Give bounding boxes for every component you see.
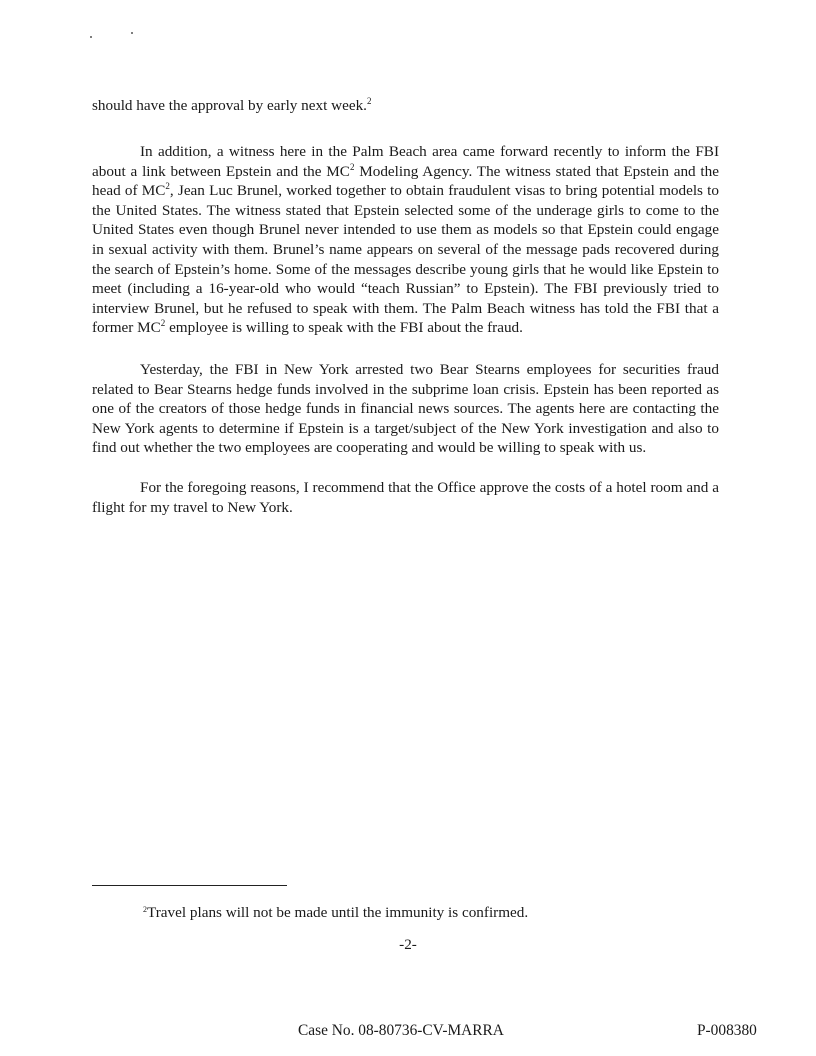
continuation-paragraph — [92, 96, 719, 116]
scan-speck — [131, 32, 133, 34]
footnote-text: Travel plans will not be made until the immunity is confirmed. — [147, 904, 529, 921]
page-number: -2- — [399, 936, 417, 953]
bates-number: P-008380 — [697, 1022, 757, 1039]
footnote-reference: 2 — [366, 96, 372, 106]
footnote-divider — [92, 885, 287, 886]
witness-text-part: Modeling Agency. The witness stated that Epstein and the head of MC — [92, 162, 719, 200]
witness-paragraph — [92, 142, 719, 338]
witness-text-part: employee is willing to speak with the FBI about the fraud. — [165, 319, 523, 337]
footnote-marker: 2 — [143, 905, 147, 914]
recommendation-paragraph: For the foregoing reasons, I recommend that the Office approve the costs of a hotel room and a flight for my travel to New York. — [92, 479, 719, 516]
bear-stearns-paragraph: Yesterday, the FBI in New York arrested two Bear Stearns employees for securities fraud related to Bear Stearns hedge funds involved in the subprime loan crisis. Epstein has been reported as one of the creators of those hedge funds in financial news sources. The agents here are contacting the New York agents to determine if Epstein is a target/subject of the New York investigation and also to find out whether the two employees are cooperating and would be willing to speak with us. — [92, 361, 719, 457]
continuation-text: should have the approval by early next week. — [92, 97, 367, 114]
superscript: 2 — [349, 161, 355, 172]
superscript: 2 — [165, 181, 170, 192]
scan-speck — [90, 36, 92, 38]
superscript: 2 — [160, 318, 166, 329]
witness-text-part: , Jean Luc Brunel, worked together to obtain fraudulent visas to bring potential models to the United States. The witness stated that Epstein selected some of the underage girls to come to the United States even though Brunel never intended to use them as models so that Epstein could engage in sexual activity with them. Brunel’s name appears on several of the message pads recovered during the search of Epstein’s home. Some of the messages describe young girls that he would like Epstein to meet (including a 16-year-old who would “teach Russian” to Epstein). The FBI previously tried to interview Brunel, but he refused to speak with them. The Palm Beach witness has told the FBI that a former MC — [92, 182, 719, 337]
witness-text-part: In addition, a witness here in the Palm Beach area came forward recently to inform the FBI about a link between Epstein and the MC — [92, 143, 719, 180]
case-number: Case No. 08-80736-CV-MARRA — [298, 1022, 504, 1039]
footnote — [143, 903, 528, 922]
